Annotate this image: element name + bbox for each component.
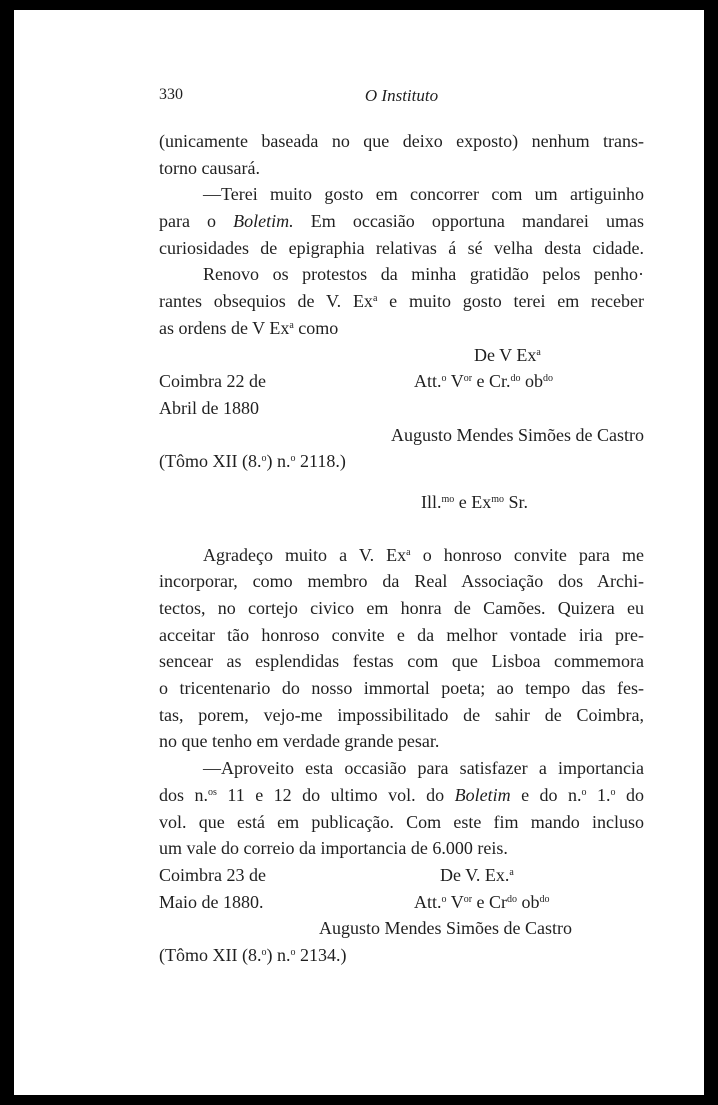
signature: Augusto Mendes Simões de Castro xyxy=(391,424,644,445)
journal-title: Boletim xyxy=(454,784,511,805)
superscript: a xyxy=(289,319,294,331)
text-line: um vale do correio da importancia de 6.000 reis. xyxy=(159,838,508,859)
text-run: dos n. xyxy=(159,784,208,805)
text-run: e Cr xyxy=(472,891,508,912)
reference xyxy=(159,448,644,475)
superscript: a xyxy=(406,546,411,558)
text-run: e do n. xyxy=(510,784,582,805)
date: Maio de 1880. xyxy=(159,891,264,912)
superscript: a xyxy=(372,293,378,305)
closing-att xyxy=(414,368,644,395)
text-run: e Ex xyxy=(454,491,492,512)
closing-row xyxy=(159,862,644,889)
text-line: no que tenho em verdade grande pesar. xyxy=(159,731,440,752)
superscript: a xyxy=(509,866,514,878)
superscript: o xyxy=(610,786,616,798)
text-line: Renovo os protestos da minha gratidão pelos penho· xyxy=(203,264,644,285)
text-run: o honroso convite para me xyxy=(410,544,644,565)
superscript: os xyxy=(208,786,217,798)
signature: Augusto Mendes Simões de Castro xyxy=(319,918,572,939)
text-run: (Tômo XII (8. xyxy=(159,451,262,472)
page-header xyxy=(159,86,644,114)
superscript: do xyxy=(507,893,518,905)
text-run: Att. xyxy=(414,371,442,392)
superscript: o xyxy=(581,786,587,798)
place: Coimbra 23 de xyxy=(159,864,266,885)
superscript: o xyxy=(441,373,447,385)
date: Abril de 1880 xyxy=(159,397,259,418)
text-run: Sr. xyxy=(504,491,529,512)
text-run: 2118.) xyxy=(295,451,346,472)
closing-row xyxy=(159,342,644,369)
salutation xyxy=(159,489,644,516)
text-run: 11 e 12 do ultimo vol. do xyxy=(216,784,455,805)
text-run: (Tômo XII (8. xyxy=(159,944,262,965)
text-run: e Cr. xyxy=(472,371,511,392)
journal-title: Boletim. xyxy=(233,211,294,232)
superscript: do xyxy=(543,373,554,385)
text-line xyxy=(159,208,644,235)
closing-att xyxy=(414,889,644,916)
text-run: do xyxy=(615,784,644,805)
superscript: o xyxy=(441,893,447,905)
text-line xyxy=(159,542,644,569)
superscript: o xyxy=(290,453,296,465)
closing-row xyxy=(159,889,644,916)
text-run: 2134.) xyxy=(295,944,347,965)
text-run: De V. Ex. xyxy=(440,864,510,885)
superscript: o xyxy=(261,946,267,958)
text-run: 1. xyxy=(586,784,611,805)
closing-row xyxy=(159,368,644,395)
closing-de xyxy=(414,862,644,889)
text-line: acceitar tão honroso convite e da melhor vontade iria pre- xyxy=(159,624,644,645)
text-run: ob xyxy=(520,371,544,392)
text-run: ) n. xyxy=(266,944,291,965)
text-run: Em occasião opportuna mandarei umas xyxy=(293,211,644,232)
reference xyxy=(159,942,644,969)
text-line xyxy=(159,782,644,809)
text-run: as ordens de V Ex xyxy=(159,317,290,338)
text-run: como xyxy=(293,317,339,338)
text-line: —Aproveito esta occasião para satisfazer a importancia xyxy=(203,758,644,779)
scanned-page xyxy=(14,10,704,1095)
text-run: Att. xyxy=(414,891,442,912)
closing-de xyxy=(414,342,644,369)
text-line xyxy=(159,288,644,315)
text-line: sencear as esplendidas festas com que Lisboa commemora xyxy=(159,651,644,672)
text-line: vol. que está em publicação. Com este fim mando incluso xyxy=(159,811,644,832)
text-line: incorporar, como membro da Real Associação dos Archi- xyxy=(159,571,644,592)
page-number: 330 xyxy=(159,86,183,103)
superscript: or xyxy=(463,373,473,385)
text-run: e muito gosto terei em receber xyxy=(377,291,644,312)
running-title: O Instituto xyxy=(364,86,439,105)
superscript: do xyxy=(539,893,550,905)
superscript: mo xyxy=(491,493,505,505)
text-run: Ill. xyxy=(421,491,442,512)
text-run: rantes obsequios de V. Ex xyxy=(159,291,373,312)
superscript: or xyxy=(463,893,473,905)
text-line: o tricentenario do nosso immortal poeta; ao tempo das fes- xyxy=(159,678,644,699)
letter-2 xyxy=(159,542,644,969)
page-text xyxy=(159,86,644,969)
text-run: De V Ex xyxy=(474,344,537,365)
place: Coimbra 22 de xyxy=(159,371,266,392)
text-run: ) n. xyxy=(266,451,291,472)
superscript: o xyxy=(290,946,296,958)
superscript: o xyxy=(261,453,267,465)
text-run: para o xyxy=(159,211,234,232)
letter-1 xyxy=(159,128,644,475)
text-run: Agradeço muito a V. Ex xyxy=(203,544,407,565)
text-line: torno causará. xyxy=(159,157,260,178)
text-run: ob xyxy=(517,891,540,912)
text-line: curiosidades de epigraphia relativas á sé velha desta cidade. xyxy=(159,237,644,258)
text-run: V xyxy=(446,891,464,912)
text-line: tas, porem, vejo-me impossibilitado de sahir de Coimbra, xyxy=(159,704,644,725)
superscript: a xyxy=(536,346,541,358)
superscript: do xyxy=(510,373,521,385)
superscript: mo xyxy=(441,493,455,505)
text-line xyxy=(159,315,644,342)
text-line: (unicamente baseada no que deixo exposto) nenhum trans- xyxy=(159,131,644,151)
text-line: —Terei muito gosto em concorrer com um artiguinho xyxy=(203,184,644,205)
text-line: tectos, no cortejo civico em honra de Camões. Quizera eu xyxy=(159,598,644,618)
text-run: V xyxy=(446,371,464,392)
